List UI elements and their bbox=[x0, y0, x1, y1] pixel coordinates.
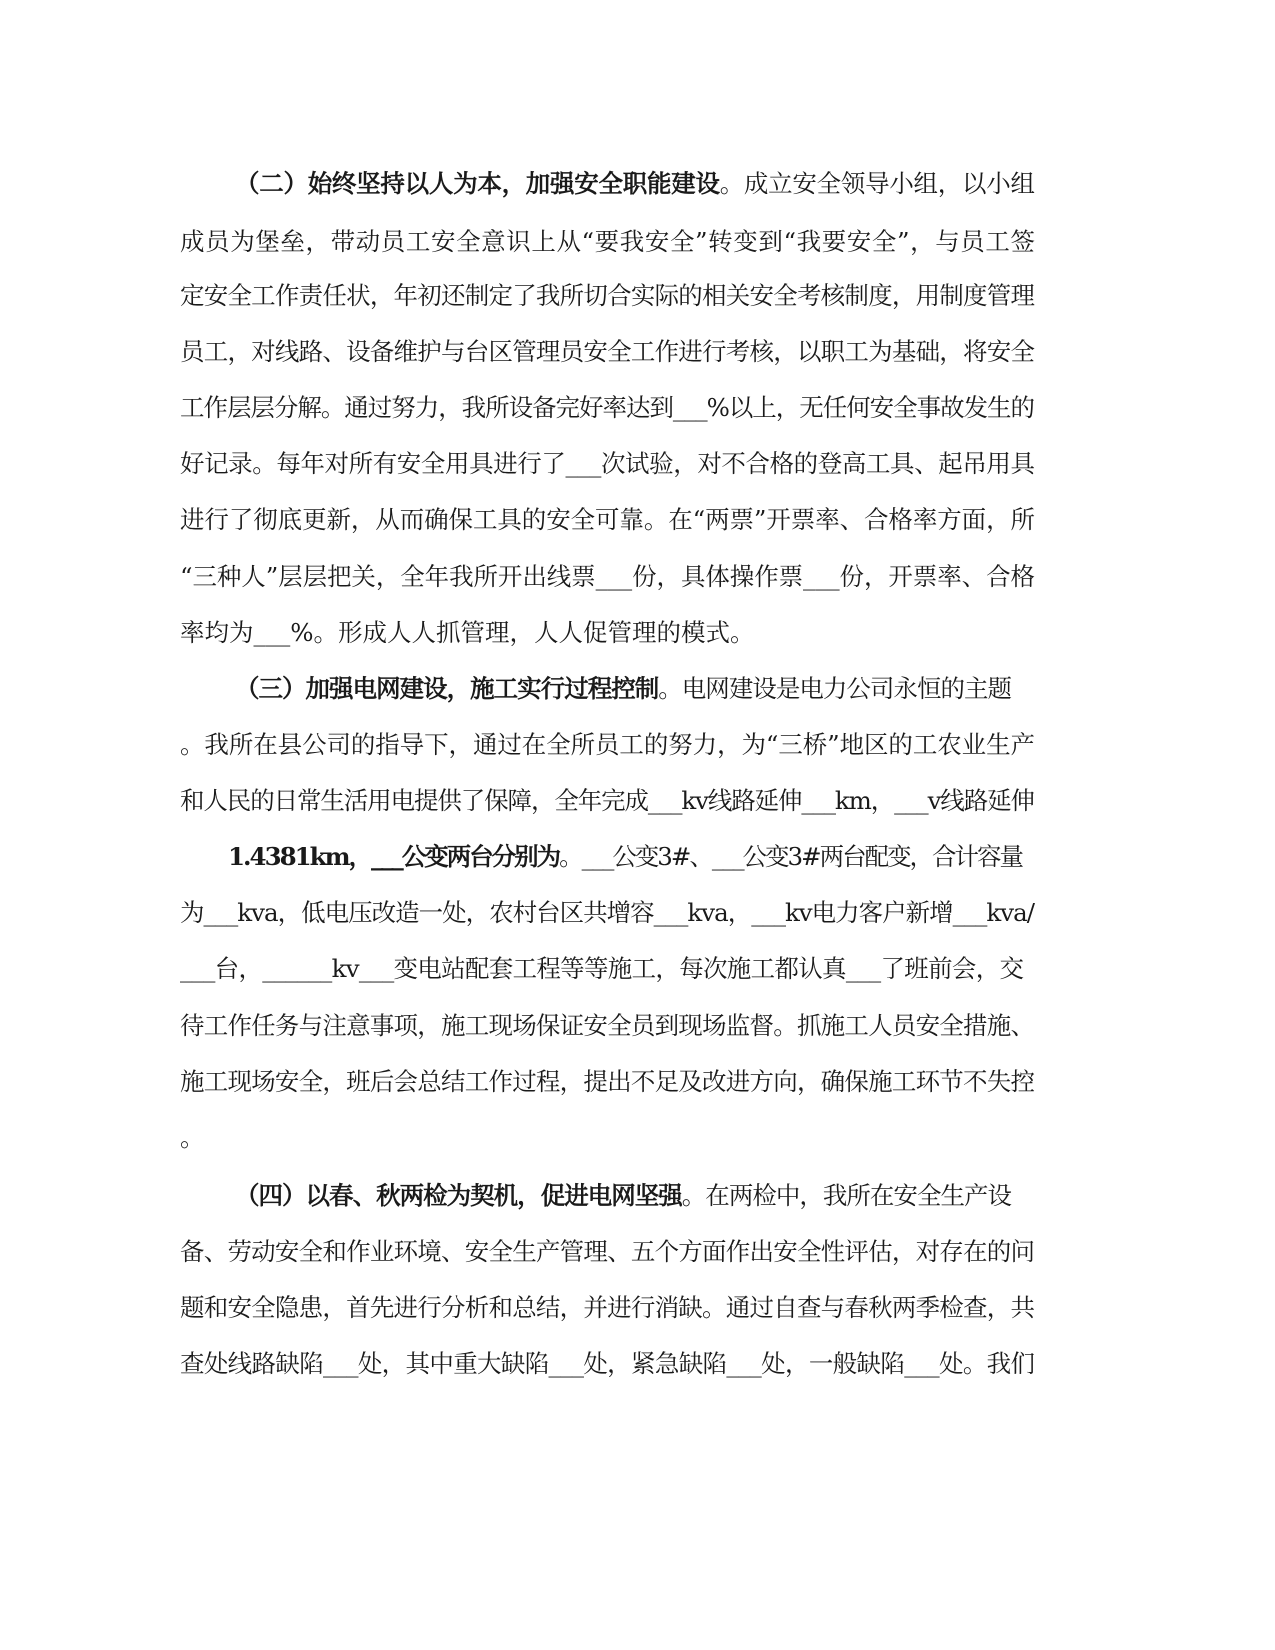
text-line-content bbox=[180, 1010, 1034, 1042]
body-text: 定安全工作责任状，年初还制定了我所切合实际的相关安全考核制度，用制度管理 bbox=[180, 281, 1035, 310]
body-text: “三种人”层层把关，全年我所开出线票___份，具体操作票___份，开票率、合格 bbox=[180, 562, 1035, 591]
body-text: 和人民的日常生活用电提供了保障，全年完成___kv线路延伸___km，___v线路延伸 bbox=[180, 786, 1034, 815]
text-line-content bbox=[180, 617, 755, 649]
text-line-content bbox=[180, 504, 1035, 536]
body-text: 题和安全隐患，首先进行分析和总结，并进行消缺。通过自查与春秋两季检查，共 bbox=[180, 1293, 1035, 1322]
text-line-content bbox=[180, 1066, 1034, 1098]
text-line bbox=[0, 953, 1275, 985]
body-text: 工作层层分解。通过努力，我所设备完好率达到___%以上，无任何安全事故发生的 bbox=[180, 393, 1034, 422]
body-text: 施工现场安全，班后会总结工作过程，提出不足及改进方向，确保施工环节不失控 bbox=[180, 1067, 1035, 1096]
text-line-content bbox=[228, 841, 1022, 873]
text-line bbox=[0, 673, 1275, 705]
text-line bbox=[0, 1180, 1275, 1212]
body-text: 成员为堡垒，带动员工安全意识上从“要我安全”转变到“我要安全”，与员工签 bbox=[180, 227, 1036, 256]
text-line bbox=[0, 561, 1275, 593]
text-line-content bbox=[180, 729, 1035, 761]
body-text: 。 bbox=[180, 1123, 205, 1152]
text-line-content bbox=[180, 785, 1034, 817]
body-text: ___台，______kv___变电站配套工程等等施工，每次施工都认真___了班前会，交 bbox=[180, 954, 1024, 983]
body-text: 率均为___%。形成人人抓管理，人人促管理的模式。 bbox=[180, 618, 755, 647]
body-text: 。电网建设是电力公司永恒的主题 bbox=[658, 674, 1012, 703]
text-line-content bbox=[180, 280, 1034, 312]
body-text: 。___公变3#、___公变3#两台配变，合计容量 bbox=[559, 842, 1022, 871]
text-line bbox=[0, 729, 1275, 761]
text-line bbox=[0, 1122, 1275, 1154]
text-line bbox=[0, 336, 1275, 368]
text-line bbox=[0, 392, 1275, 424]
text-line-content bbox=[235, 168, 1035, 200]
body-text: 为___kva，低电压改造一处，农村台区共增容___kva，___kv电力客户新增___kva/ bbox=[180, 898, 1034, 927]
body-text: 待工作任务与注意事项，施工现场保证安全员到现场监督。抓施工人员安全措施、 bbox=[180, 1011, 1035, 1040]
text-line bbox=[0, 226, 1275, 258]
bold-heading-text: 1.4381km，___公变两台分别为 bbox=[228, 842, 560, 871]
text-line bbox=[0, 1348, 1275, 1380]
text-line-content bbox=[180, 561, 1035, 593]
bold-heading-text: （三）加强电网建设，施工实行过程控制 bbox=[235, 674, 659, 703]
body-text: 。我所在县公司的指导下，通过在全所员工的努力，为“三桥”地区的工农业生产 bbox=[180, 730, 1035, 759]
text-line bbox=[0, 1066, 1275, 1098]
text-line-content bbox=[180, 1122, 205, 1154]
text-line-content bbox=[180, 336, 1034, 368]
text-line bbox=[0, 897, 1275, 929]
text-line bbox=[0, 785, 1275, 817]
bold-heading-text: （二）始终坚持以人为本，加强安全职能建设 bbox=[235, 169, 720, 198]
text-line bbox=[0, 448, 1275, 480]
body-text: 员工，对线路、设备维护与台区管理员安全工作进行考核，以职工为基础，将安全 bbox=[180, 337, 1035, 366]
text-line-content bbox=[180, 392, 1034, 424]
text-line bbox=[0, 1010, 1275, 1042]
text-line bbox=[0, 617, 1275, 649]
body-text: 进行了彻底更新，从而确保工具的安全可靠。在“两票”开票率、合格率方面，所 bbox=[180, 505, 1035, 534]
bold-heading-text: （四）以春、秋两检为契机，促进电网坚强 bbox=[235, 1181, 682, 1210]
text-line bbox=[0, 280, 1275, 312]
body-text: 。成立安全领导小组，以小组 bbox=[719, 169, 1035, 198]
text-line bbox=[0, 504, 1275, 536]
text-line-content bbox=[180, 1348, 1034, 1380]
text-line bbox=[0, 1236, 1275, 1268]
body-text: 备、劳动安全和作业环境、安全生产管理、五个方面作出安全性评估，对存在的问 bbox=[180, 1237, 1035, 1266]
body-text: 好记录。每年对所有安全用具进行了___次试验，对不合格的登高工具、起吊用具 bbox=[180, 449, 1035, 478]
body-text: 。在两检中，我所在安全生产设 bbox=[681, 1181, 1012, 1210]
text-line bbox=[0, 841, 1275, 873]
text-line-content bbox=[180, 1292, 1034, 1324]
text-line-content bbox=[180, 897, 1034, 929]
text-line bbox=[0, 168, 1275, 200]
text-line-content bbox=[180, 1236, 1034, 1268]
text-line-content bbox=[235, 1180, 1011, 1212]
text-line-content bbox=[180, 226, 1036, 258]
text-line-content bbox=[180, 953, 1023, 985]
text-line-content bbox=[235, 673, 1011, 705]
text-line-content bbox=[180, 448, 1035, 480]
text-line bbox=[0, 1292, 1275, 1324]
body-text: 查处线路缺陷___处，其中重大缺陷___处，紧急缺陷___处，一般缺陷___处。我们 bbox=[180, 1349, 1035, 1378]
